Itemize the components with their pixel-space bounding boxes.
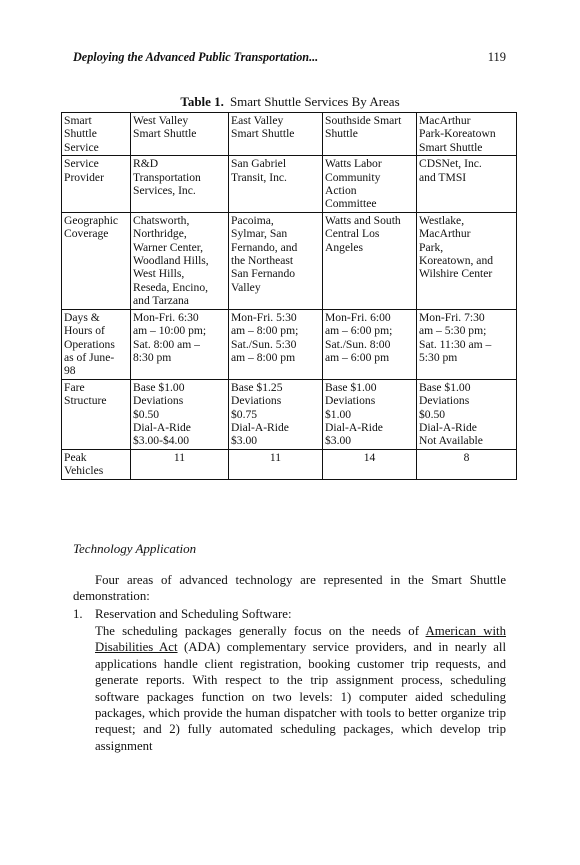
- cell-line: Action: [325, 184, 357, 198]
- table-row: [62, 156, 517, 213]
- running-title: Deploying the Advanced Public Transportation...: [73, 50, 319, 64]
- cell-line: the Northeast: [231, 254, 294, 268]
- cell-line: Service: [64, 140, 99, 154]
- row-heading-cell: [62, 156, 131, 213]
- cell-line: Sat. 11:30 am –: [419, 337, 492, 351]
- cell-line: Geographic: [64, 213, 119, 227]
- cell-line: Dial-A-Ride: [231, 420, 289, 434]
- cell-line: 8: [463, 450, 470, 464]
- table-cell: [417, 156, 517, 213]
- cell-line: Angeles: [325, 240, 363, 254]
- table-cell: [417, 309, 517, 379]
- cell-line: San Gabriel: [231, 157, 287, 171]
- cell-line: Smart Shuttle: [133, 127, 197, 141]
- cell-line: Sat./Sun. 8:00: [325, 337, 391, 351]
- ada-link[interactable]: American with Disabilities Act: [95, 624, 507, 655]
- cell-line: Shuttle: [64, 127, 97, 141]
- cell-line: Deviations: [231, 394, 282, 408]
- table-cell: [131, 379, 229, 449]
- cell-line: $1.00: [325, 407, 352, 421]
- smart-shuttle-table: [61, 112, 517, 480]
- table-cell: [323, 379, 417, 449]
- cell-line: Provider: [64, 170, 104, 184]
- row-heading-cell: [62, 212, 131, 309]
- table-cell: [323, 113, 417, 156]
- intro-paragraph: Four areas of advanced technology are represented in the Smart Shuttle demonstration:: [73, 573, 506, 604]
- cell-line: Northridge,: [133, 227, 187, 241]
- cell-line: Days &: [64, 310, 100, 324]
- cell-line: 5:30 pm: [419, 350, 458, 364]
- cell-line: East Valley: [231, 114, 284, 127]
- table-cell: [131, 113, 229, 156]
- cell-line: Smart Shuttle: [419, 140, 483, 154]
- cell-line: 11: [173, 450, 186, 464]
- cell-line: Transportation: [133, 170, 201, 184]
- table-cell: [323, 309, 417, 379]
- table-body: [62, 113, 517, 480]
- table-row: [62, 449, 517, 479]
- table-cell: [229, 449, 323, 479]
- cell-line: Dial-A-Ride: [325, 420, 383, 434]
- cell-line: San Fernando: [231, 267, 296, 281]
- cell-line: Shuttle: [325, 127, 358, 141]
- table-cell: [229, 379, 323, 449]
- cell-line: am – 10:00 pm;: [133, 324, 207, 338]
- cell-line: Warner Center,: [133, 240, 204, 254]
- cell-line: Chatsworth,: [133, 213, 190, 227]
- cell-line: West Hills,: [133, 267, 185, 281]
- cell-line: Deviations: [419, 394, 470, 408]
- cell-line: $3.00: [325, 434, 352, 448]
- list-number: 1.: [73, 607, 83, 621]
- table-cell: [417, 449, 517, 479]
- table-cell: [417, 379, 517, 449]
- table-label: Table 1.: [180, 94, 224, 109]
- cell-line: MacArthur: [419, 227, 471, 241]
- cell-line: Structure: [64, 394, 107, 408]
- table-row: [62, 379, 517, 449]
- cell-line: Sylmar, San: [231, 227, 288, 241]
- cell-line: Fernando, and: [231, 240, 298, 254]
- table-row: [62, 113, 517, 156]
- cell-line: 14: [363, 450, 376, 464]
- cell-line: Central Los: [325, 227, 380, 241]
- cell-line: Wilshire Center: [419, 267, 493, 281]
- cell-line: Community: [325, 170, 381, 184]
- row-heading-cell: [62, 113, 131, 156]
- cell-line: Operations: [64, 337, 115, 351]
- table-caption: [0, 94, 580, 110]
- cell-line: MacArthur: [419, 114, 471, 127]
- cell-line: Smart: [64, 114, 92, 127]
- cell-line: Peak: [64, 450, 87, 464]
- list-item-title: Reservation and Scheduling Software:: [95, 607, 292, 621]
- cell-line: Pacoima,: [231, 213, 274, 227]
- cell-line: Fare: [64, 380, 85, 394]
- page-number: 119: [487, 50, 506, 64]
- table-cell: [417, 212, 517, 309]
- cell-line: Coverage: [64, 227, 109, 241]
- cell-line: am – 6:00 pm;: [325, 324, 393, 338]
- table-cell: [229, 212, 323, 309]
- cell-line: Deviations: [325, 394, 376, 408]
- cell-line: $3.00: [231, 434, 258, 448]
- paragraph-text-end: (ADA) complementary service providers, and in nearly all applications handle client registration, booking customer trip requests, and generate reports. With respect to the trip assignment process, scheduling software packages function on two levels: 1) computer aided scheduling packages, which provide the human dispatcher with tools to better organize trip request; and 2) fully automated scheduling packages, which develop trip assignment: [95, 640, 506, 753]
- cell-line: Southside Smart: [325, 114, 402, 127]
- table-cell: [131, 309, 229, 379]
- running-header: [73, 50, 506, 65]
- cell-line: Mon-Fri. 7:30: [419, 310, 485, 324]
- cell-line: 8:30 pm: [133, 350, 172, 364]
- cell-line: Watts Labor: [325, 157, 382, 171]
- cell-line: Koreatown, and: [419, 254, 494, 268]
- cell-line: am – 5:30 pm;: [419, 324, 487, 338]
- row-heading-cell: [62, 309, 131, 379]
- paragraph-text-start: The scheduling packages generally focus on the needs of: [95, 624, 426, 638]
- cell-line: 11: [269, 450, 282, 464]
- table-cell: [229, 309, 323, 379]
- table-cell: [323, 156, 417, 213]
- cell-line: CDSNet, Inc.: [419, 157, 482, 171]
- cell-line: Hours of: [64, 324, 105, 338]
- table-cell: [323, 449, 417, 479]
- cell-line: $3.00-$4.00: [133, 434, 190, 448]
- cell-line: Smart Shuttle: [231, 127, 295, 141]
- cell-line: as of June-: [64, 350, 115, 364]
- cell-line: Deviations: [133, 394, 184, 408]
- cell-line: and Tarzana: [133, 294, 189, 308]
- cell-line: Services, Inc.: [133, 184, 196, 198]
- cell-line: R&D: [133, 157, 159, 171]
- cell-line: Watts and South: [325, 213, 401, 227]
- table-cell: [323, 212, 417, 309]
- cell-line: Service: [64, 157, 99, 171]
- cell-line: Base $1.00: [419, 380, 471, 394]
- cell-line: Westlake,: [419, 213, 465, 227]
- cell-line: Park,: [419, 240, 444, 254]
- cell-line: Base $1.00: [325, 380, 377, 394]
- cell-line: Dial-A-Ride: [133, 420, 191, 434]
- cell-line: and TMSI: [419, 170, 467, 184]
- table-cell: [229, 113, 323, 156]
- table-cell: [417, 113, 517, 156]
- table-caption-text: Smart Shuttle Services By Areas: [229, 94, 400, 109]
- row-heading-cell: [62, 379, 131, 449]
- table-cell: [131, 212, 229, 309]
- cell-line: $0.75: [231, 407, 258, 421]
- cell-line: $0.50: [419, 407, 446, 421]
- cell-line: West Valley: [133, 114, 189, 127]
- table-row: [62, 212, 517, 309]
- cell-line: Reseda, Encino,: [133, 280, 209, 294]
- table-cell: [229, 156, 323, 213]
- cell-line: am – 8:00 pm: [231, 350, 296, 364]
- table-cell: [131, 449, 229, 479]
- scheduling-paragraph: [95, 623, 506, 754]
- cell-line: Woodland Hills,: [133, 254, 209, 268]
- cell-line: Park-Koreatown: [419, 127, 496, 141]
- cell-line: Mon-Fri. 6:30: [133, 310, 199, 324]
- cell-line: am – 8:00 pm;: [231, 324, 299, 338]
- cell-line: Transit, Inc.: [231, 170, 287, 184]
- cell-line: Not Available: [419, 434, 483, 448]
- cell-line: $0.50: [133, 407, 160, 421]
- cell-line: Mon-Fri. 5:30: [231, 310, 297, 324]
- row-heading-cell: [62, 449, 131, 479]
- cell-line: Committee: [325, 197, 377, 211]
- cell-line: am – 6:00 pm: [325, 350, 390, 364]
- table-row: [62, 309, 517, 379]
- section-heading: Technology Application: [73, 541, 197, 556]
- table-cell: [131, 156, 229, 213]
- cell-line: Base $1.25: [231, 380, 283, 394]
- cell-line: Dial-A-Ride: [419, 420, 477, 434]
- cell-line: Valley: [231, 280, 261, 294]
- cell-line: Base $1.00: [133, 380, 185, 394]
- cell-line: 98: [64, 364, 76, 378]
- cell-line: Sat./Sun. 5:30: [231, 337, 297, 351]
- cell-line: Sat. 8:00 am –: [133, 337, 200, 351]
- cell-line: Vehicles: [64, 464, 104, 478]
- cell-line: Mon-Fri. 6:00: [325, 310, 391, 324]
